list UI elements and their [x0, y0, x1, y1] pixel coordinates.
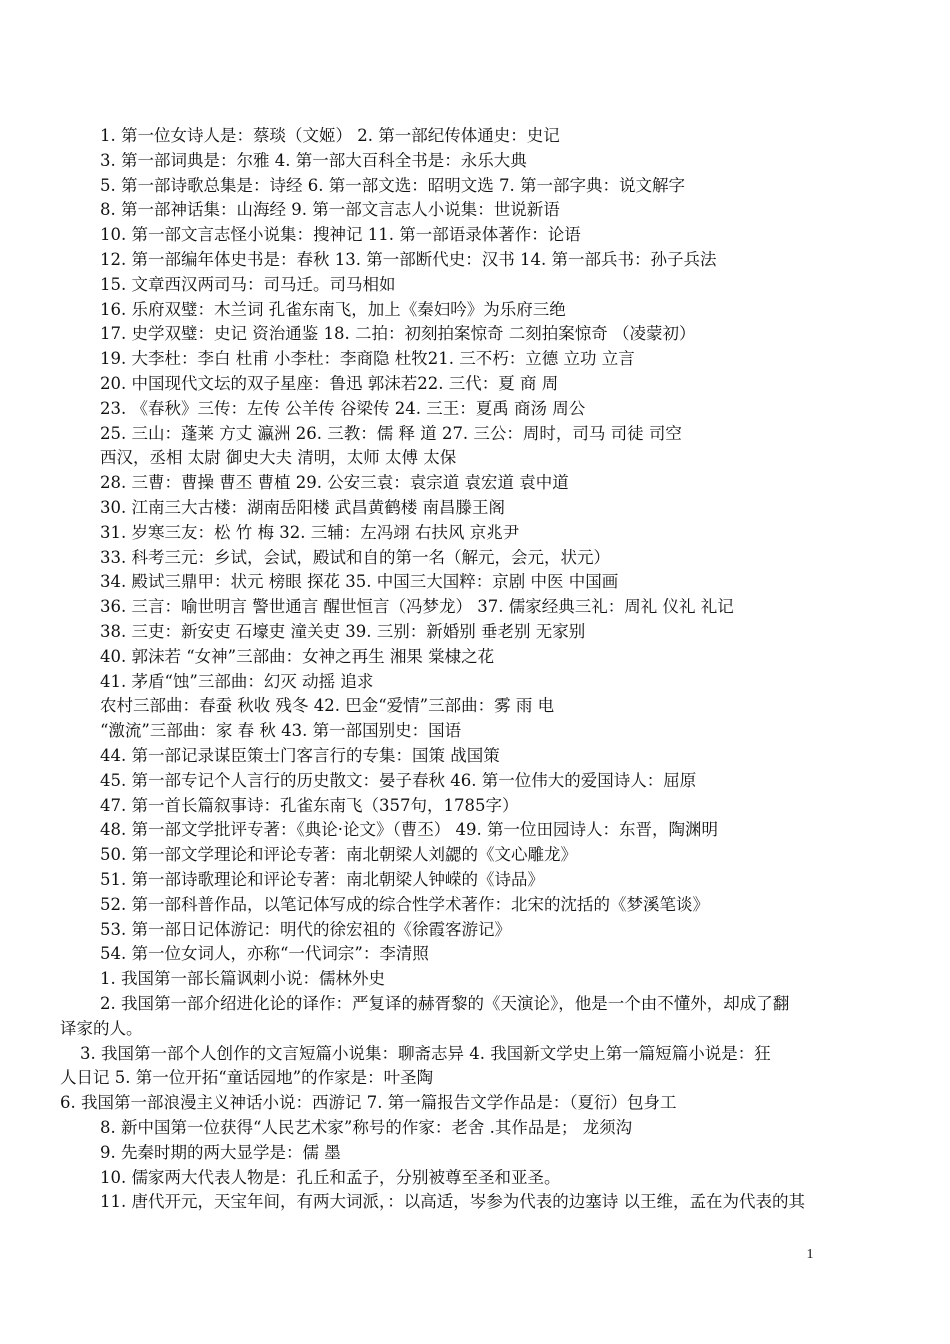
text-line: 50. 第一部文学理论和评论专著：南北朝梁人刘勰的《文心雕龙》: [100, 845, 577, 865]
text-line: 34. 殿试三鼎甲：状元 榜眼 探花 35. 中国三大国粹：京剧 中医 中国画: [100, 572, 619, 592]
text-line: “激流”三部曲：家 春 秋 43. 第一部国别史：国语: [100, 721, 462, 741]
text-line: 3. 第一部词典是：尔雅 4. 第一部大百科全书是：永乐大典: [100, 150, 527, 170]
text-line: 5. 第一部诗歌总集是：诗经 6. 第一部文选：昭明文选 7. 第一部字典：说文解字: [100, 175, 685, 195]
text-line: 17. 史学双璧：史记 资治通鉴 18. 二拍：初刻拍案惊奇 二刻拍案惊奇 （凌蒙初）: [100, 324, 696, 344]
text-line: 10. 第一部文言志怪小说集：搜神记 11. 第一部语录体著作：论语: [100, 225, 581, 245]
text-line: 30. 江南三大古楼：湖南岳阳楼 武昌黄鹤楼 南昌滕王阁: [100, 498, 505, 517]
text-line: 16. 乐府双璧：木兰词 孔雀东南飞，加上《秦妇吟》为乐府三绝: [100, 299, 566, 319]
text-line: 11. 唐代开元，天宝年间，有两大词派，：以高适，岑参为代表的边塞诗 以王维，孟在为代表的其: [100, 1192, 805, 1212]
text-line: 人日记 5. 第一位开拓“童话园地”的作家是：叶圣陶: [60, 1068, 434, 1088]
text-line: 西汉，丞相 太尉 御史大夫 清明，太师 太傅 太保: [100, 448, 457, 468]
text-line: 41. 茅盾“蚀”三部曲：幻灭 动摇 追求: [100, 671, 374, 691]
text-line: 9. 先秦时期的两大显学是：儒 墨: [100, 1142, 341, 1162]
text-line: 8. 第一部神话集：山海经 9. 第一部文言志人小说集：世说新语: [100, 200, 560, 220]
text-line: 10. 儒家两大代表人物是：孔丘和孟子，分别被尊至圣和亚圣。: [100, 1167, 561, 1187]
text-line: 农村三部曲：春蚕 秋收 残冬 42. 巴金“爱情”三部曲：雾 雨 电: [100, 696, 555, 716]
text-line: 1. 第一位女诗人是：蔡琰（文姬） 2. 第一部纪传体通史：史记: [100, 126, 560, 145]
text-line: 译家的人。: [60, 1018, 143, 1038]
text-line: 2. 我国第一部介绍进化论的译作：严复译的赫胥黎的《天演论》，他是一个由不懂外，却成了翻: [100, 994, 790, 1013]
text-line: 6. 我国第一部浪漫主义神话小说：西游记 7. 第一篇报告文学作品是：（夏衍）包身工: [60, 1093, 677, 1113]
text-line: 33. 科考三元：乡试，会试，殿试和自的第一名（解元，会元，状元）: [100, 547, 610, 567]
text-line: 20. 中国现代文坛的双子星座：鲁迅 郭沫若22. 三代：夏 商 周: [100, 374, 559, 393]
text-line: 25. 三山：蓬莱 方丈 瀛洲 26. 三教：儒 释 道 27. 三公：周时，司马 司徒 司空: [100, 423, 682, 443]
text-line: 45. 第一部专记个人言行的历史散文：晏子春秋 46. 第一位伟大的爱国诗人：屈原: [100, 770, 697, 790]
text-line: 1. 我国第一部长篇讽刺小说：儒林外史: [100, 969, 385, 989]
text-line: 53. 第一部日记体游记：明代的徐宏祖的《徐霞客游记》: [100, 919, 511, 939]
page-number: 1: [806, 1247, 814, 1262]
text-line: 48. 第一部文学批评专著：《典论·论文》（曹丕） 49. 第一位田园诗人：东晋，陶渊明: [100, 820, 718, 840]
text-line: 54. 第一位女词人，亦称“一代词宗”：李清照: [100, 944, 429, 964]
text-line: 23. 《春秋》三传：左传 公羊传 谷梁传 24. 三王：夏禹 商汤 周公: [100, 398, 586, 418]
text-line: 38. 三吏：新安吏 石壕吏 潼关吏 39. 三别：新婚别 垂老别 无家别: [100, 622, 586, 641]
text-line: 36. 三言：喻世明言 警世通言 醒世恒言（冯梦龙） 37. 儒家经典三礼：周礼 仪礼 礼记: [100, 597, 734, 617]
text-line: 19. 大李杜：李白 杜甫 小李杜：李商隐 杜牧21. 三不朽：立德 立功 立言: [100, 349, 635, 369]
text-line: 31. 岁寒三友：松 竹 梅 32. 三辅：左冯翊 右扶风 京兆尹: [100, 522, 520, 542]
text-line: 15. 文章西汉两司马：司马迁。司马相如: [100, 274, 396, 294]
text-line: 40. 郭沫若 “女神”三部曲：女神之再生 湘果 棠棣之花: [100, 646, 495, 666]
text-line: 8. 新中国第一位获得“人民艺术家”称号的作家：老舍 .其作品是； 龙须沟: [100, 1118, 633, 1137]
text-line: 52. 第一部科普作品，以笔记体写成的综合性学术著作：北宋的沈括的《梦溪笔谈》: [100, 894, 709, 914]
text-line: 44. 第一部记录谋臣策士门客言行的专集：国策 战国策: [100, 746, 500, 765]
text-line: 47. 第一首长篇叙事诗：孔雀东南飞（357句，1785字）: [100, 795, 519, 815]
text-line: 12. 第一部编年体史书是：春秋 13. 第一部断代史：汉书 14. 第一部兵书：孙子兵法: [100, 250, 717, 269]
text-line: 3. 我国第一部个人创作的文言短篇小说集：聊斋志异 4. 我国新文学史上第一篇短篇小说是：狂: [80, 1043, 771, 1063]
text-line: 28. 三曹：曹操 曹丕 曹植 29. 公安三袁：袁宗道 袁宏道 袁中道: [100, 473, 569, 493]
text-line: 51. 第一部诗歌理论和评论专著：南北朝梁人钟嵘的《诗品》: [100, 870, 544, 889]
